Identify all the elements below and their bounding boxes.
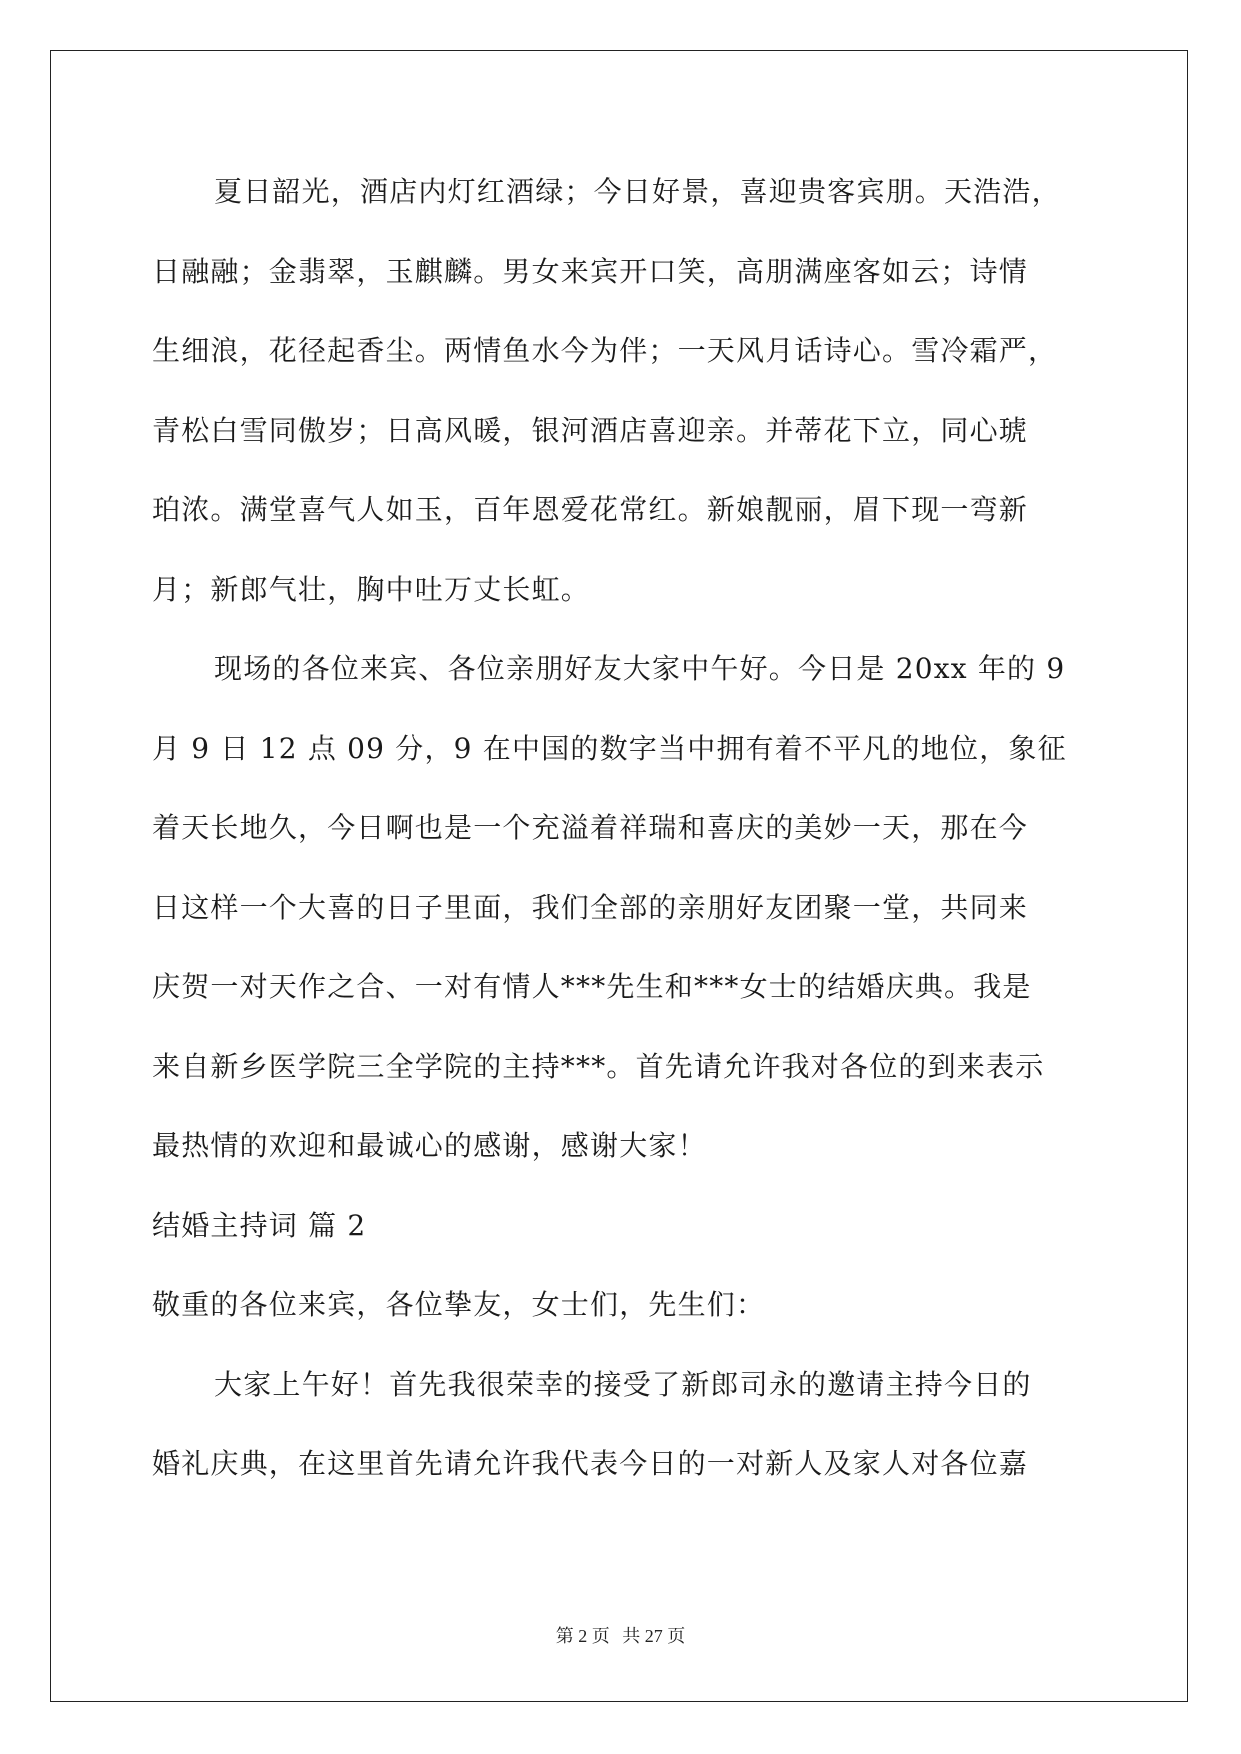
page-number: 第 2 页	[555, 1626, 610, 1646]
text-line: 月 9 日 12 点 09 分，9 在中国的数字当中拥有着不平凡的地位，象征	[152, 731, 1067, 765]
text-line: 庆贺一对天作之合、一对有情人***先生和***女士的结婚庆典。我是	[152, 970, 1032, 1003]
page-total: 共 27 页	[622, 1626, 686, 1646]
text-line: 着天长地久，今日啊也是一个充溢着祥瑞和喜庆的美妙一天，那在今	[152, 811, 1029, 844]
text-line: 生细浪，花径起香尘。两情鱼水今为伴；一天风月话诗心。雪冷霜严，	[152, 334, 1058, 367]
text-line: 现场的各位来宾、各位亲朋好友大家中午好。今日是 20xx 年的 9	[214, 652, 1066, 685]
text-line: 日融融；金翡翠，玉麒麟。男女来宾开口笑，高朋满座客如云；诗情	[152, 254, 1029, 288]
text-line: 来自新乡医学院三全学院的主持***。首先请允许我对各位的到来表示	[152, 1049, 1045, 1083]
text-line: 珀浓。满堂喜气人如玉，百年恩爱花常红。新娘靓丽，眉下现一弯新	[152, 493, 1029, 526]
text-line: 夏日韶光，酒店内灯红酒绿；今日好景，喜迎贵客宾朋。天浩浩，	[214, 175, 1061, 208]
text-line: 婚礼庆典，在这里首先请允许我代表今日的一对新人及家人对各位嘉	[152, 1447, 1029, 1480]
text-line: 大家上午好！首先我很荣幸的接受了新郎司永的邀请主持今日的	[214, 1367, 1032, 1401]
text-line: 最热情的欢迎和最诚心的感谢，感谢大家！	[152, 1129, 707, 1162]
document-body	[152, 166, 1092, 1518]
text-line: 青松白雪同傲岁；日高风暖，银河酒店喜迎亲。并蒂花下立，同心琥	[152, 413, 1029, 447]
page-footer	[0, 1622, 1241, 1648]
text-line: 月；新郎气壮，胸中吐万丈长虹。	[152, 572, 591, 606]
text-line: 日这样一个大喜的日子里面，我们全部的亲朋好友团聚一堂，共同来	[152, 890, 1029, 924]
text-line: 结婚主持词 篇 2	[152, 1208, 367, 1242]
text-line: 敬重的各位来宾，各位挚友，女士们，先生们：	[152, 1288, 766, 1321]
